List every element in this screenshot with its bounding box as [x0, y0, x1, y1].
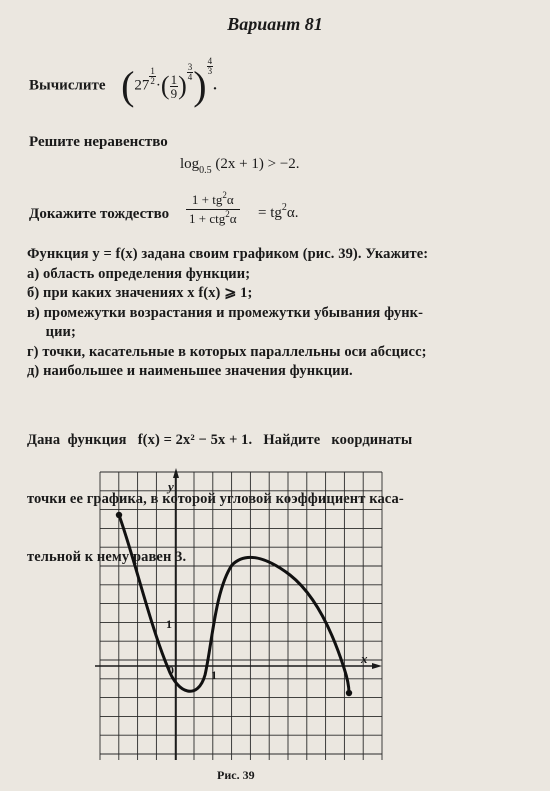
task-2-label: Решите неравенство [29, 134, 168, 150]
task-4-item-c-cont: ции; [27, 324, 76, 340]
task-3-label: Докажите тождество [29, 206, 170, 222]
inner-open-paren: ( [160, 71, 170, 100]
inner-frac: $\frac{1}{9}$ [170, 71, 178, 101]
task-4 [27, 245, 428, 382]
x-axis-label: x [361, 651, 368, 666]
identity-rhs: = $tg^2\alpha$. [258, 202, 299, 221]
task-4-item-c: в) промежутки возрастания и промежутки убывания функ- [27, 304, 424, 321]
curve-end-point [346, 690, 352, 696]
identity-numerator: $1 + tg^2\alpha$ [186, 192, 240, 210]
task-2-inequality [180, 155, 300, 175]
y-unit-label: 1 [166, 617, 172, 631]
task-1 [29, 55, 217, 108]
exp-frac-3: $\frac{4}{3}$ [207, 55, 213, 76]
exp-frac-2: $\frac{3}{4}$ [187, 61, 193, 82]
x-axis-arrow [372, 663, 382, 669]
close-paren: ) [193, 63, 207, 108]
task-4-item-d: г) точки, касательные в которых параллельны оси абсцисс; [27, 343, 427, 360]
log-text: log [180, 156, 200, 172]
inner-close-paren: ) [178, 71, 187, 100]
x-unit-label: 1 [211, 668, 217, 682]
figure-caption: Рис. 39 [217, 768, 255, 782]
grid [100, 472, 382, 760]
inequality-rhs: (2x + 1) > −2. [215, 156, 300, 172]
open-paren: ( [121, 63, 135, 108]
log-base: 0.5 [199, 165, 212, 176]
task-5-line-1: Дана функция f(x) = 2x² − 5x + 1. Найдите координаты [27, 432, 413, 448]
task-1-label: Вычислите [29, 77, 106, 94]
dot: · [155, 77, 161, 94]
end-dot: . [213, 77, 217, 94]
task-1-base: 27 [134, 77, 150, 94]
y-axis-arrow [173, 468, 179, 478]
task-4-item-e: д) наибольшее и наименьшее значения функции. [27, 363, 353, 379]
curve-start-point [116, 512, 122, 518]
task-5-line-3: тельной к нему равен 3. [27, 549, 187, 565]
exp-frac-1: $\frac{1}{2}$ [150, 65, 155, 86]
task-4-item-b: б) при каких значениях x f(x) ⩾ 1; [27, 285, 253, 301]
task-5-line-2: точки ее графика, в которой угловой коэффициент каса- [27, 490, 404, 507]
identity-denominator: 1 + ctg$^2$α [189, 209, 237, 226]
variant-title: Вариант 81 [227, 14, 323, 34]
task-4-item-a: а) область определения функции; [27, 265, 251, 282]
origin-label: 0 [168, 663, 174, 677]
function-graph [0, 455, 550, 765]
task-4-intro: Функция y = f(x) задана своим графиком (рис. 39). Укажите: [27, 246, 429, 262]
identity-fraction [186, 192, 240, 227]
y-axis-label: y [168, 479, 174, 494]
